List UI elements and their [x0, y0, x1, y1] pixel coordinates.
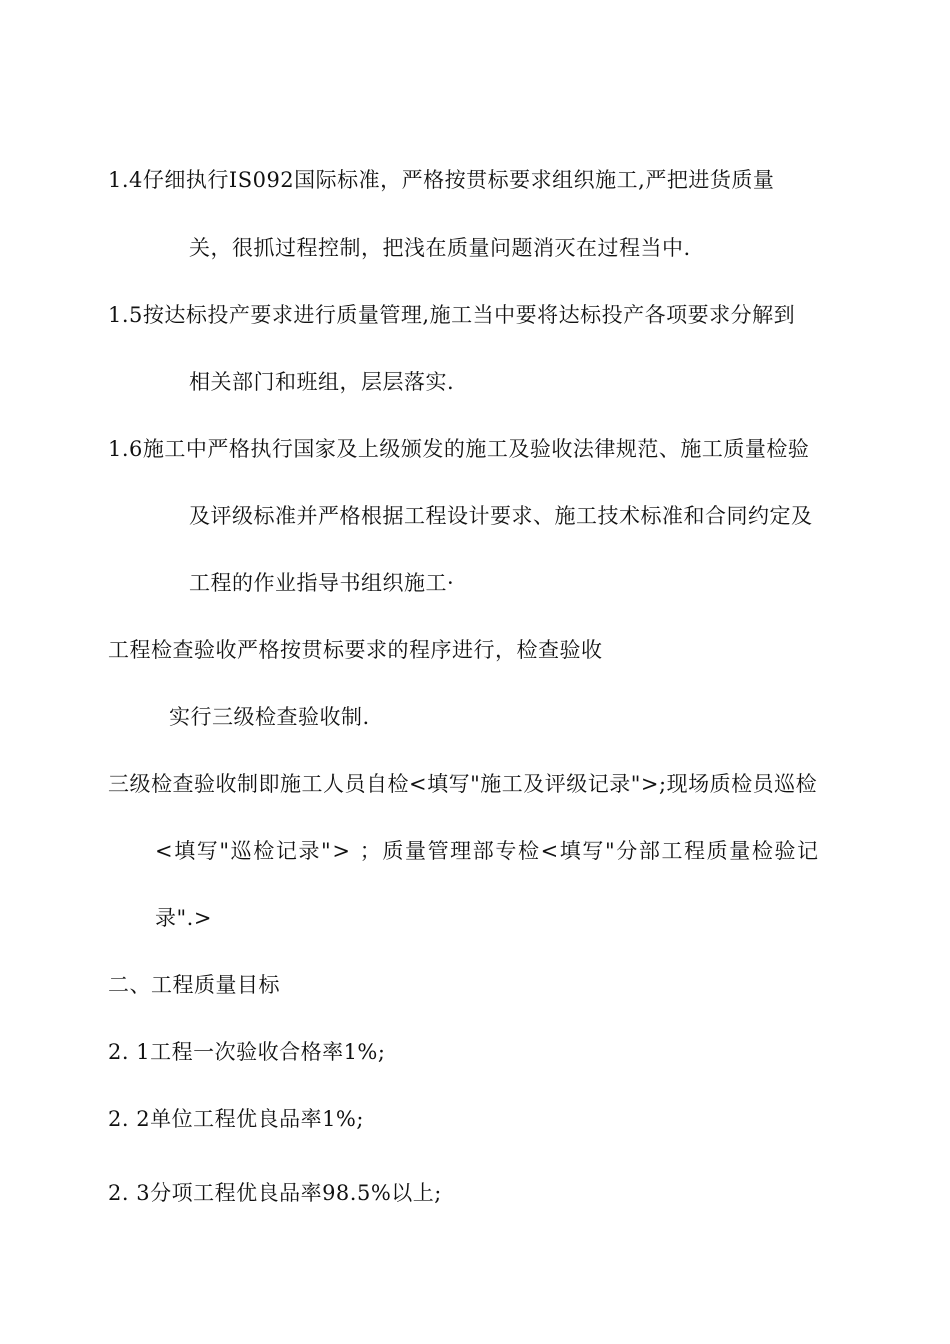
- target-2-2: 2. 2单位工程优良品率1%;: [108, 1107, 364, 1131]
- inspection-line-1: 工程检查验收严格按贯标要求的程序进行，检查验收: [108, 638, 603, 662]
- paragraph-1-4-line-2: 关，很抓过程控制，把浅在质量问题消灭在过程当中.: [189, 236, 691, 260]
- paragraph-1-6-line-2: 及评级标准并严格根据工程设计要求、施工技术标准和合同约定及: [189, 504, 813, 528]
- three-level-line-1: 三级检查验收制即施工人员自检<填写"施工及评级记录">;现场质检员巡检: [108, 772, 818, 796]
- three-level-line-3: 录".>: [155, 906, 212, 930]
- paragraph-1-6-line-1: 1.6施工中严格执行国家及上级颁发的施工及验收法律规范、施工质量检验: [108, 437, 810, 461]
- paragraph-1-5-line-1: 1.5按达标投产要求进行质量管理,施工当中要将达标投产各项要求分解到: [108, 303, 796, 327]
- inspection-line-2: 实行三级检查验收制.: [169, 705, 370, 729]
- paragraph-1-5-line-2: 相关部门和班组，层层落实.: [189, 370, 455, 394]
- target-2-1: 2. 1工程一次验收合格率1%;: [108, 1040, 386, 1064]
- paragraph-1-6-line-3: 工程的作业指导书组织施工·: [189, 571, 455, 595]
- target-2-3: 2. 3分项工程优良品率98.5%以上;: [108, 1181, 442, 1205]
- section-heading: 二、工程质量目标: [108, 973, 280, 997]
- paragraph-1-4-line-1: 1.4仔细执行IS092国际标准，严格按贯标要求组织施工,严把进货质量: [108, 168, 775, 192]
- three-level-line-2: <填写"巡检记录"> ；质量管理部专检<填写"分部工程质量检验记: [155, 839, 820, 863]
